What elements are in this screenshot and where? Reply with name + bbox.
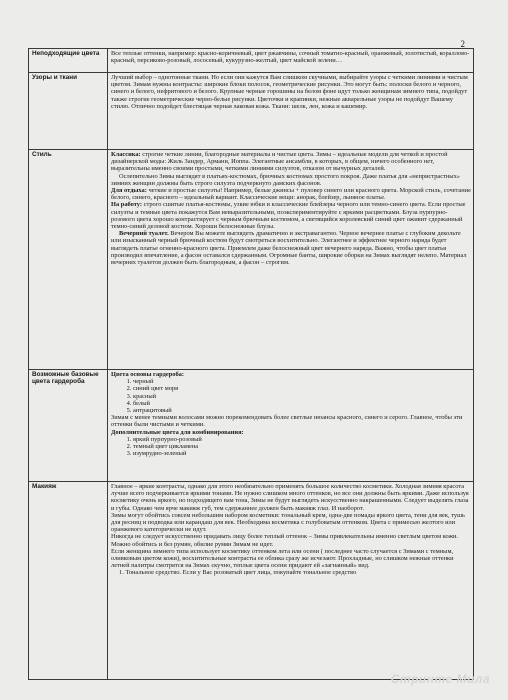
page-number: 2 <box>460 39 465 49</box>
list-item: 5. антрацитовый <box>133 407 471 414</box>
paragraph: Лучший выбор – однотонные ткани. Но если они кажутся Вам слишком скучными, выбирайте узоры с четкими линиями и чистым цветом. Зимам нужны контрасты: широкие блоки полосок, геометрические рисунки. Это могут быть: полоски белого и черного, синего и белого, нефритового и белого. Крупные черные горошины на белом фоне идут только женщинам зимнего типа, подойдут также строгие геометрические черно-белые рисунки. Цветочки и крапинки, нежные акварельные узоры не подойдут Вашему стилю. Отлично подойдет блестящая черная лаковая кожа. Ткани: шелк, лен, кожа и кашемир. <box>111 74 468 110</box>
table-row <box>29 482 474 680</box>
paragraph: Главное – яркие контрасты, однако для этого необязательно применять большое количество косметики. Холодная зимняя красота лучше всего подчеркивается яркими тонами. Не нужно слишком много оттенков, но все они должны быть яркими. Даже используя косметику очень яркого, но подходящего вам тона, Зимы не будут выглядеть искусственно накрашенными. Следует выделять глаза и губы. Однако чем ярче макияж губ, тем сдержаннее должен быть макияж глаз. И наоборот. <box>111 483 469 512</box>
extra-colors-list <box>111 436 471 458</box>
paragraph-lead: Для отдыха: <box>111 187 147 195</box>
row-label-unsuitable-colors: Неподходящие цвета <box>29 49 108 73</box>
paragraph: Все теплые оттенки, например: красно-коричневый, цвет ржавчины, сочный томатно-красный, оранжевый, золотистый, кораллово-красный, персиково-розовый, лососевый, кукурузно-желтый, цвет майской зелени… <box>111 50 470 65</box>
table-row <box>29 150 474 370</box>
paragraph: Классика: строгие четкие линии, благородные материалы и чистые цвета. Зимы – идеальные модели для четкой и простой дизайнерской моды: Жиль Зандер, Армани, Иоппа. Элегантные ансамбли, в которых, в общем, ничего особенного нет, выразительны именно своими простыми, четкими линиями силуэтов, отказом от вычурных деталей. <box>111 151 448 173</box>
row-label-makeup: Макияж <box>29 482 108 680</box>
list-item: 4. белый <box>133 400 471 407</box>
paragraph: Зимам с менее темными волосами можно порекомендовать более светлые нюансы красного, синего и серого. Главное, чтобы эти оттенки были чистыми и четкими. <box>111 414 463 429</box>
row-label-style: Стиль <box>29 150 108 370</box>
row-label-base-colors: Возможные базовые цвета гардероба <box>29 370 108 482</box>
list-item: 1. яркий пурпурно-розовый <box>133 436 471 443</box>
row-label-patterns-fabrics: Узоры и ткани <box>29 73 108 150</box>
paragraph: Ослепительно Зимы выглядят в платьях-костюмах, брючных костюмах простого покроя. Даже платья для «непристрастных» зимних женщин должны быть строго силуэта подчеркнуто дамских фасонов. <box>111 172 460 187</box>
row-content-base-colors <box>108 370 474 482</box>
paragraph-lead: Вечерний туалет. <box>119 230 169 238</box>
style-guide-table <box>28 48 474 680</box>
extra-colors-heading: Дополнительные цвета для комбинирования: <box>111 428 244 436</box>
paragraph-lead: Классика: <box>111 151 141 158</box>
paragraph: Никогда не следует искусственно придавать лицу более теплый оттенок – Зимы привлекательны именно светлым цветом кожи. Можно обойтись и без румян, обилие румян Зимам не идет. <box>111 533 458 548</box>
paragraph: Зимы могут обойтись совсем небольшим набором косметики: тональный крем, одна-две помады яркого цвета, тени для век, тушь для ресниц и подводка или карандаш для век. Необходима косметика с голубоватым оттенком. Цвета с примесью желтого или оранжевого категорически не идут. <box>111 511 465 534</box>
list-item: 3. изумрудно-зеленый <box>133 450 471 457</box>
paragraph: Если женщина зимнего типа использует косметику оттенком лета или осени ( последнее часто случается с Зимами с темным, оливковым цветом кожи), восхитительные контрасты ее облика сразу же исчезают. Прохладные, но слишком нежные оттенки летней палитры смотрятся на Зимах скучно, теплые цвета осени придают ей «загнанный» вид. <box>111 547 454 570</box>
row-content-style <box>108 150 474 370</box>
list-item: 1. черный <box>133 378 471 385</box>
paragraph: Вечерний туалет. Вечером Вы можете выглядеть драматично и экстравагантно. Черное вечернее платье с глубоким декольте или изысканный черный брючный костюм будут смотреться восхитительно. Элегантнее и эффектнее черного наряда будет выглядеть платье огненно-красного цвета. Приемлем даже белоснежный цвет вечернего наряда. Важно, чтобы цвет платья производил впечатление, а фасон оставался сдержанным. Огромные банты, широкие оборки на Зимах выглядят нелепо. Материал вечерних туалетов должен быть благородным, а фасон – строгим. <box>111 230 467 267</box>
paragraph-lead: На работу: <box>111 201 143 209</box>
list-item: 2. синий цвет моря <box>133 385 471 392</box>
base-colors-heading: Цвета основы гардероба: <box>111 371 184 378</box>
paragraph: 1. Тональное средство. Если у Вас розоватый цвет лица, покупайте тональное средство <box>119 569 357 577</box>
row-content-makeup <box>108 482 474 680</box>
paragraph: На работу: строго сшитые платья-костюмы, узкие юбки и классические блейзеры черного или темно-синего цвета. Если простые силуэты и темные цвета покажутся Вам невыразительными, поэкспериментируйте с яркими расцветками. Блуза пурпурно-розового цвета хорошо контрастирует с черным брючным костюмом, а светящийся королевский синий цвет оживит сдержанный темно-синий деловой костюм. Хороши белоснежные блузы. <box>111 201 466 231</box>
table-row <box>29 370 474 482</box>
table-row <box>29 73 474 150</box>
row-content-unsuitable-colors <box>108 49 474 73</box>
base-colors-list <box>111 378 471 414</box>
watermark-logo: Стринте Мила <box>390 672 490 686</box>
list-item: 3. красный <box>133 393 471 400</box>
paragraph: Для отдыха: четкие и простые силуэты! Например, белые джинсы + пуловер синего или красного цвета. Морской стиль, сочетание белого, синего, красного – идеальный вариант. Классические вещи: анорак, блейзер, льняное платье. <box>111 187 471 202</box>
row-content-patterns-fabrics <box>108 73 474 150</box>
table-row <box>29 49 474 73</box>
list-item: 2. темный цвет цикламена <box>133 443 471 450</box>
